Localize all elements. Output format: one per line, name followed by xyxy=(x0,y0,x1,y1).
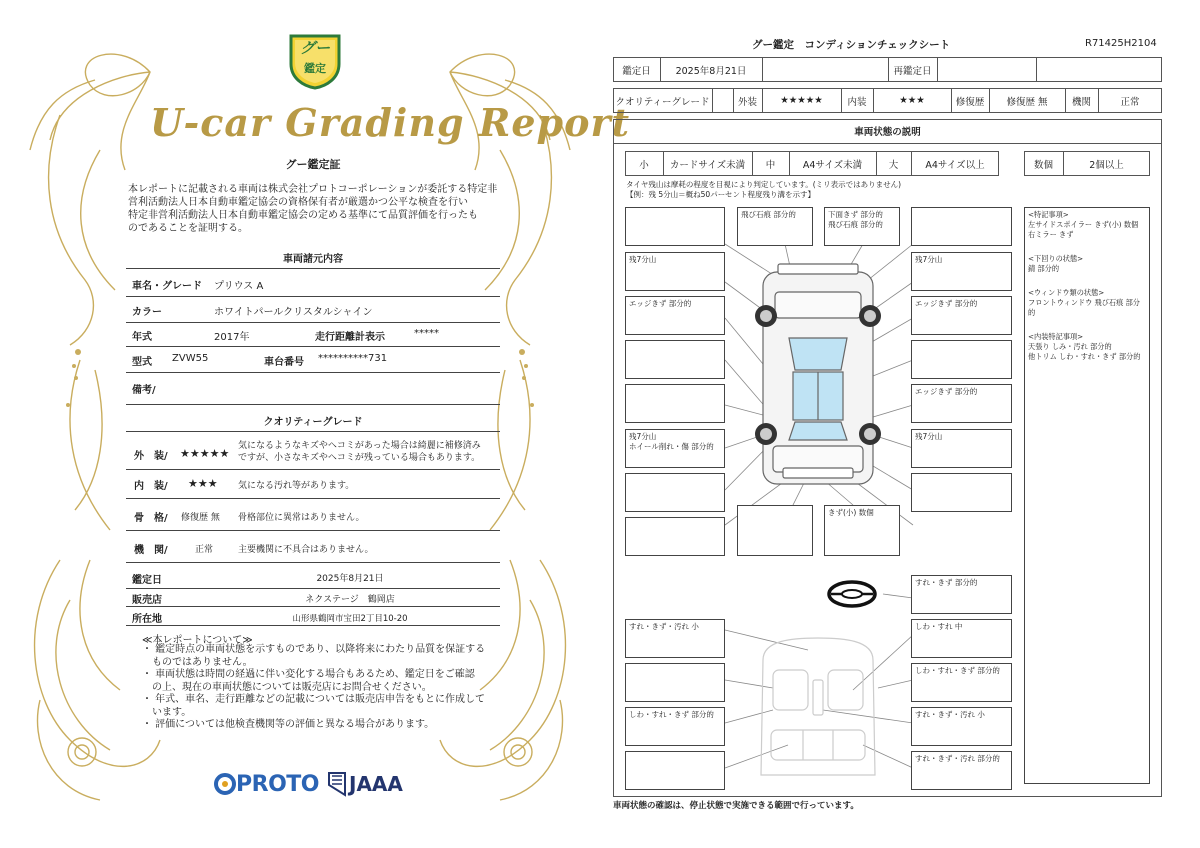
redate-label: 再鑑定日 xyxy=(893,65,932,77)
window-heading: <ウィンドウ類の状態> xyxy=(1028,288,1105,297)
int-box-right-2 xyxy=(911,663,1012,702)
ext-box-text: 飛び石痕 部分的 xyxy=(828,220,883,229)
exterior-stars: ★★★★★ xyxy=(780,95,823,106)
chassis-label: 車台番号 xyxy=(264,357,304,368)
ext-box-text: 残7分山 xyxy=(629,255,657,264)
divider xyxy=(126,498,500,499)
divider xyxy=(126,625,500,626)
int-box-left-4 xyxy=(625,751,725,790)
about-line: ・ 車両状態は時間の経過に伴い変化する場合もあるため、鑑定日をご確認 xyxy=(142,669,475,680)
engine-label: 機関 xyxy=(1071,96,1091,108)
divider xyxy=(126,530,500,531)
interior-description: 気になる汚れ等があります。 xyxy=(238,481,355,491)
int-box-left-3 xyxy=(625,707,725,746)
tire-example: 【例：残 5分山＝概ね50パーセント程度残り溝を示す】 xyxy=(626,190,816,199)
dealer-label: 販売店 xyxy=(132,595,162,606)
model-value: プリウス A xyxy=(214,281,264,292)
about-line: います。 xyxy=(142,706,192,718)
sheet-title: グー鑑定 コンディションチェックシート xyxy=(752,39,951,51)
color-label: カラー xyxy=(132,307,162,318)
certificate-line: のであることを証明する。 xyxy=(128,223,248,234)
year-value: 2017年 xyxy=(214,332,250,343)
about-notes xyxy=(142,644,502,732)
size-small: 小 xyxy=(639,159,649,171)
tire-note: タイヤ残山は摩耗の程度を目視により判定しています。(ミリ表示ではありません) xyxy=(626,180,902,189)
interior-label: 内装 xyxy=(847,96,867,108)
int-box-steering xyxy=(911,575,1012,614)
ext-box-top-mid1 xyxy=(737,207,813,246)
ext-box-left-5 xyxy=(625,384,725,423)
sheet-id: R71425H2104 xyxy=(1085,38,1157,49)
size-small-desc: カードサイズ未満 xyxy=(669,159,746,171)
exterior-label: 外 装/ xyxy=(134,451,168,462)
int-box-right-3 xyxy=(911,707,1012,746)
remarks-label: 備考/ xyxy=(132,385,156,396)
type-value: ZVW55 xyxy=(172,353,209,364)
int-box-text: すれ・きず・汚れ 小 xyxy=(629,622,699,631)
date-label: 鑑定日 xyxy=(132,575,162,586)
ext-box-bottom-left xyxy=(625,517,725,556)
ext-box-right-edge-2 xyxy=(911,384,1012,423)
ext-box-right-edge-1 xyxy=(911,296,1012,335)
exterior-description-line: 気になるようなキズやヘコミがあった場合は綺麗に補修済み xyxy=(238,441,481,451)
interior-stars: ★★★ xyxy=(188,477,218,490)
engine-value: 正常 xyxy=(1120,96,1140,108)
ext-box-left-4 xyxy=(625,340,725,379)
divider xyxy=(126,404,500,405)
size-mid-desc: A4サイズ未満 xyxy=(802,159,863,171)
model-label: 車名・グレード xyxy=(132,281,202,292)
ext-box-right-tire-front xyxy=(911,252,1012,291)
engine-label: 機 関/ xyxy=(134,545,168,556)
divider xyxy=(126,346,500,347)
special-note: 右ミラー きず xyxy=(1028,230,1074,239)
engine-value: 正常 xyxy=(195,545,214,555)
badge-top-text: グー xyxy=(299,39,330,57)
ext-box-text: 残7分山 xyxy=(915,432,943,441)
frame-value: 修復歴 無 xyxy=(181,513,220,523)
int-box-text: すれ・きず 部分的 xyxy=(915,578,978,587)
divider xyxy=(126,606,500,607)
year-label: 年式 xyxy=(132,332,152,343)
int-box-text: すれ・きず・汚れ 部分的 xyxy=(915,754,1000,763)
goo-kantei-badge-icon xyxy=(287,30,343,94)
ext-box-text: 下面きず 部分的 xyxy=(828,210,883,219)
int-box-text: しわ・すれ・きず 部分的 xyxy=(915,666,1000,675)
jaaa-mark-icon xyxy=(327,771,347,797)
int-box-right-1 xyxy=(911,619,1012,658)
grade-label: クオリティーグレード xyxy=(615,96,710,108)
interior-label: 内 装/ xyxy=(134,481,168,492)
divider xyxy=(126,588,500,589)
ext-box-bottom-mid1 xyxy=(737,505,813,556)
ext-box-right-tire-rear xyxy=(911,429,1012,468)
size-mid: 中 xyxy=(765,159,776,171)
ext-box-top-mid2 xyxy=(824,207,900,246)
engine-description: 主要機関に不具合はありません。 xyxy=(238,545,374,555)
divider xyxy=(126,431,500,432)
size-large: 大 xyxy=(888,159,899,171)
ext-box-right-4 xyxy=(911,340,1012,379)
exterior-stars: ★★★★★ xyxy=(180,447,230,460)
certificate-line: 本レポートに記載される車両は株式会社プロトコーポレーションが委託する特定非 xyxy=(128,184,498,195)
ext-box-text: エッジきず 部分的 xyxy=(629,299,692,308)
divider xyxy=(126,268,500,269)
certificate-statement xyxy=(128,183,508,235)
address-value: 山形県鶴岡市宝田2丁目10-20 xyxy=(292,614,408,624)
section-title: 車両状態の説明 xyxy=(854,127,921,138)
int-box-text: しわ・すれ・きず 部分的 xyxy=(629,710,714,719)
int-box-right-4 xyxy=(911,751,1012,790)
ext-box-text: エッジきず 部分的 xyxy=(915,299,978,308)
ext-box-text: きず(小) 数個 xyxy=(828,508,874,517)
interior-notes-heading: <内装特記事項> xyxy=(1028,332,1084,341)
jaaa-logo-text: JAAA xyxy=(349,772,403,796)
ext-box-text: 残7分山 xyxy=(629,432,657,441)
exterior-label: 外装 xyxy=(737,96,757,108)
ext-box-top-left xyxy=(625,207,725,246)
int-box-text: すれ・きず・汚れ 小 xyxy=(915,710,985,719)
ext-box-left-edge xyxy=(625,296,725,335)
divider xyxy=(126,469,500,470)
proto-mark-icon xyxy=(214,773,236,795)
count-label: 数個 xyxy=(1033,159,1053,171)
date-value: 2025年8月21日 xyxy=(675,65,747,77)
ext-box-text: 残7分山 xyxy=(915,255,943,264)
int-box-left-2 xyxy=(625,663,725,702)
about-heading: ≪本レポートについて≫ xyxy=(142,635,253,646)
ext-box-left-7 xyxy=(625,473,725,512)
ext-box-text: 飛び石痕 部分的 xyxy=(741,210,796,219)
certificate-heading: グー鑑定証 xyxy=(285,158,341,171)
address-label: 所在地 xyxy=(132,614,162,625)
size-large-desc: A4サイズ以上 xyxy=(925,159,985,171)
color-value: ホワイトパールクリスタルシャイン xyxy=(214,307,373,318)
notes-panel xyxy=(1024,207,1150,784)
odometer-label: 走行距離計表示 xyxy=(315,332,385,343)
certificate-line: 特定非営利活動法人日本自動車鑑定協会の定める基準にて品質評価を行ったも xyxy=(128,210,478,221)
ext-box-bottom-mid2 xyxy=(824,505,900,556)
ext-box-top-right xyxy=(911,207,1012,246)
about-line: ものではありません。 xyxy=(142,656,253,668)
count-value: 2個以上 xyxy=(1089,159,1124,171)
ext-box-text: エッジきず 部分的 xyxy=(915,387,978,396)
proto-logo-text: PROTO xyxy=(236,772,319,797)
divider xyxy=(126,562,500,563)
underbody-note: 錆 部分的 xyxy=(1028,264,1060,273)
ext-box-left-tire-rear xyxy=(625,429,725,468)
divider xyxy=(126,296,500,297)
special-notes-heading: <特記事項> xyxy=(1028,210,1069,219)
report-title: U-car Grading Report xyxy=(150,100,631,145)
ext-box-text: ホイール削れ・傷 部分的 xyxy=(629,442,714,451)
certificate-line: 営利活動法人日本自動車鑑定協会の資格保有者が厳選かつ公平な検査を行い xyxy=(128,197,468,208)
special-note: 左サイドスポイラー きず(小) 数個 xyxy=(1028,220,1139,229)
repair-value: 修復歴 無 xyxy=(1006,96,1048,108)
odometer-value: ***** xyxy=(414,328,439,339)
frame-label: 骨 格/ xyxy=(134,513,168,524)
about-line: ・ 年式、車名、走行距離などの記載については販売店申告をもとに作成して xyxy=(142,694,485,705)
about-line: の上、現在の車両状態については販売店にお問合せください。 xyxy=(142,681,432,693)
window-note: フロントウィンドウ 飛び石痕 部分的 xyxy=(1028,298,1140,317)
exterior-description xyxy=(238,440,481,464)
quality-heading: クオリティーグレード xyxy=(263,417,363,428)
interior-stars: ★★★ xyxy=(899,95,925,106)
interior-note: 他トリム しわ・すれ・きず 部分的 xyxy=(1028,352,1141,361)
int-box-left-1 xyxy=(625,619,725,658)
exterior-description-line: ですが、小さなキズやヘコミが残っている場合もあります。 xyxy=(238,453,481,463)
about-line: ・ 評価については他検査機関等の評価と異なる場合があります。 xyxy=(142,719,435,730)
spec-heading: 車両諸元内容 xyxy=(283,254,343,265)
divider xyxy=(126,372,500,373)
chassis-value: **********731 xyxy=(318,353,388,364)
interior-note: 天張り しみ・汚れ 部分的 xyxy=(1028,342,1112,351)
steering-wheel-icon xyxy=(829,582,875,606)
ext-box-right-7 xyxy=(911,473,1012,512)
date-label: 鑑定日 xyxy=(622,65,651,77)
int-box-text: しわ・すれ 中 xyxy=(915,622,963,631)
repair-label: 修復歴 xyxy=(955,96,985,108)
divider xyxy=(126,322,500,323)
date-value: 2025年8月21日 xyxy=(316,574,384,584)
frame-description: 骨格部位に異常はありません。 xyxy=(238,513,365,523)
dealer-value: ネクステージ 鶴岡店 xyxy=(305,595,395,605)
badge-bottom-text: 鑑定 xyxy=(304,62,326,75)
about-line: ・ 鑑定時点の車両状態を示すものであり、以降将来にわたり品質を保証する xyxy=(142,644,486,655)
underbody-heading: <下回りの状態> xyxy=(1028,254,1084,263)
ext-box-left-tire-front xyxy=(625,252,725,291)
type-label: 型式 xyxy=(132,357,152,368)
footer-note: 車両状態の確認は、停止状態で実施できる範囲で行っています。 xyxy=(613,801,859,811)
